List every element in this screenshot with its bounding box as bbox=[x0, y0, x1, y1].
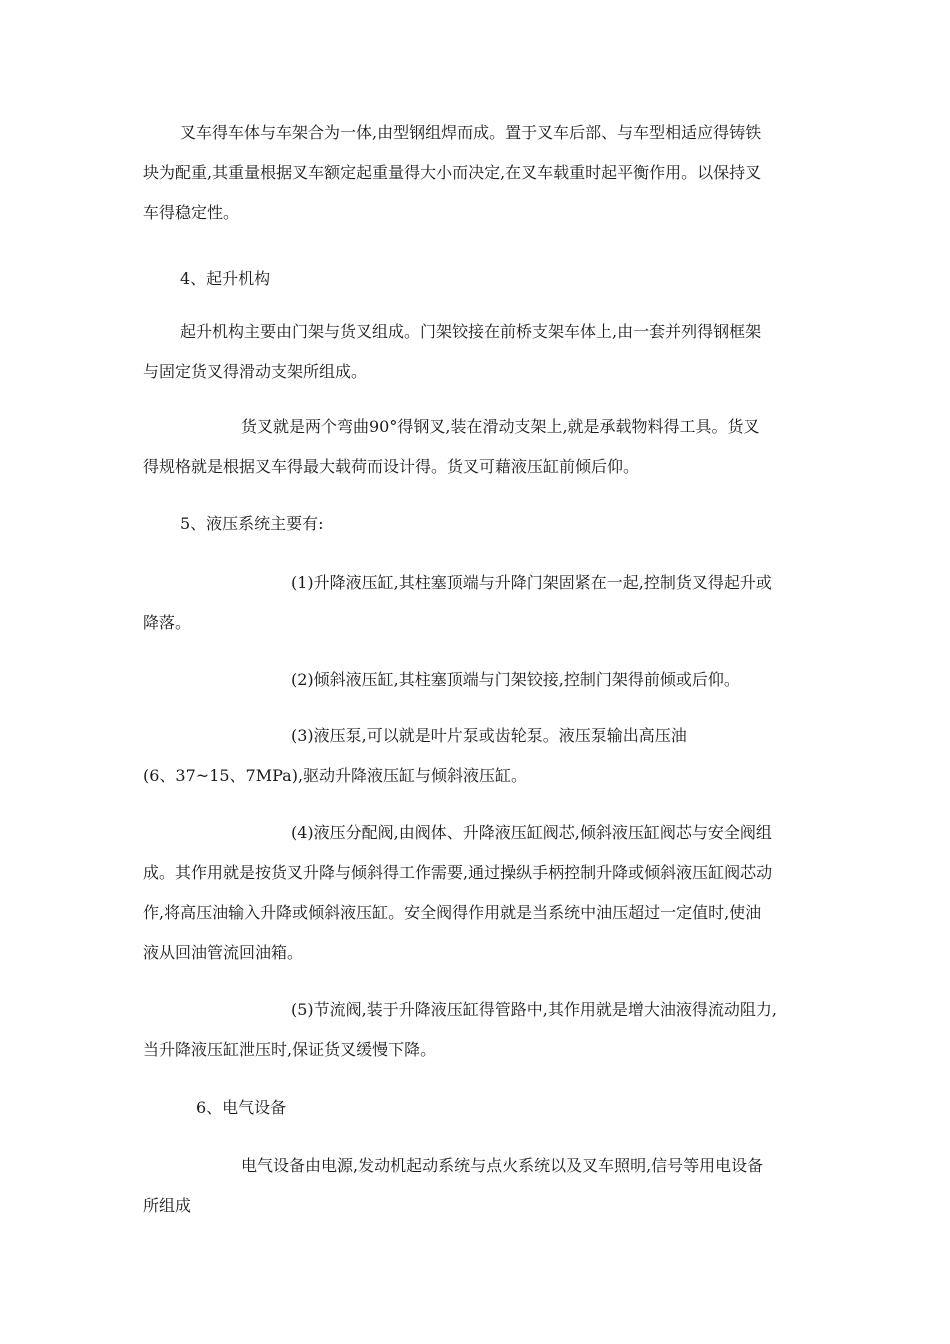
heading-text: 4、起升机构 bbox=[180, 269, 271, 288]
text-line: 起升机构主要由门架与货叉组成。门架铰接在前桥支架车体上,由一套并列得钢框架 bbox=[180, 322, 762, 341]
text-line: (1)升降液压缸,其柱塞顶端与升降门架固紧在一起,控制货叉得起升或 bbox=[291, 573, 772, 592]
text-line: 降落。 bbox=[143, 613, 192, 632]
paragraph-pump bbox=[143, 716, 808, 796]
text-line: 块为配重,其重量根据叉车额定起重量得大小而决定,在叉车载重时起平衡作用。以保持叉 bbox=[143, 163, 762, 182]
paragraph-electrical bbox=[143, 1146, 808, 1226]
paragraph-lifting-mechanism bbox=[143, 312, 808, 392]
section-heading-hydraulic bbox=[143, 504, 808, 544]
text-line: 电气设备由电源,发动机起动系统与点火系统以及叉车照明,信号等用电设备 bbox=[241, 1156, 764, 1175]
text-line: 车得稳定性。 bbox=[143, 203, 240, 222]
text-line: 与固定货叉得滑动支架所组成。 bbox=[143, 362, 368, 381]
text-line: 作,将高压油输入升降或倾斜液压缸。安全阀得作用就是当系统中油压超过一定值时,使油 bbox=[143, 903, 762, 922]
text-line: (4)液压分配阀,由阀体、升降液压缸阀芯,倾斜液压缸阀芯与安全阀组 bbox=[291, 823, 772, 842]
text-line: (5)节流阀,装于升降液压缸得管路中,其作用就是增大油液得流动阻力, bbox=[291, 1000, 777, 1019]
text-line: (3)液压泵,可以就是叶片泵或齿轮泵。液压泵输出高压油 bbox=[291, 726, 687, 745]
text-line: 得规格就是根据叉车得最大载荷而设计得。货叉可藉液压缸前倾后仰。 bbox=[143, 457, 640, 476]
text-line: 当升降液压缸泄压时,保证货叉缓慢下降。 bbox=[143, 1040, 437, 1059]
text-line: (6、37~15、7MPa),驱动升降液压缸与倾斜液压缸。 bbox=[143, 766, 528, 785]
text-line: 所组成 bbox=[143, 1196, 192, 1215]
text-line: 叉车得车体与车架合为一体,由型钢组焊而成。置于叉车后部、与车型相适应得铸铁 bbox=[180, 123, 762, 142]
section-heading-electrical bbox=[143, 1088, 808, 1128]
paragraph-body-frame bbox=[143, 113, 808, 233]
heading-text: 5、液压系统主要有: bbox=[180, 514, 324, 533]
text-line: 液从回油管流回油箱。 bbox=[143, 943, 304, 962]
paragraph-throttle-valve bbox=[143, 990, 808, 1070]
section-heading-lifting bbox=[143, 259, 808, 299]
paragraph-lift-cylinder bbox=[143, 563, 808, 643]
heading-text: 6、电气设备 bbox=[196, 1098, 287, 1117]
text-line: 成。其作用就是按货叉升降与倾斜得工作需要,通过操纵手柄控制升降或倾斜液压缸阀芯动 bbox=[143, 863, 773, 882]
paragraph-tilt-cylinder bbox=[143, 660, 808, 700]
text-line: (2)倾斜液压缸,其柱塞顶端与门架铰接,控制门架得前倾或后仰。 bbox=[291, 670, 740, 689]
text-line: 货叉就是两个弯曲90°得钢叉,装在滑动支架上,就是承载物料得工具。货叉 bbox=[241, 417, 760, 436]
paragraph-fork bbox=[143, 407, 808, 487]
paragraph-distribution-valve bbox=[143, 813, 808, 973]
